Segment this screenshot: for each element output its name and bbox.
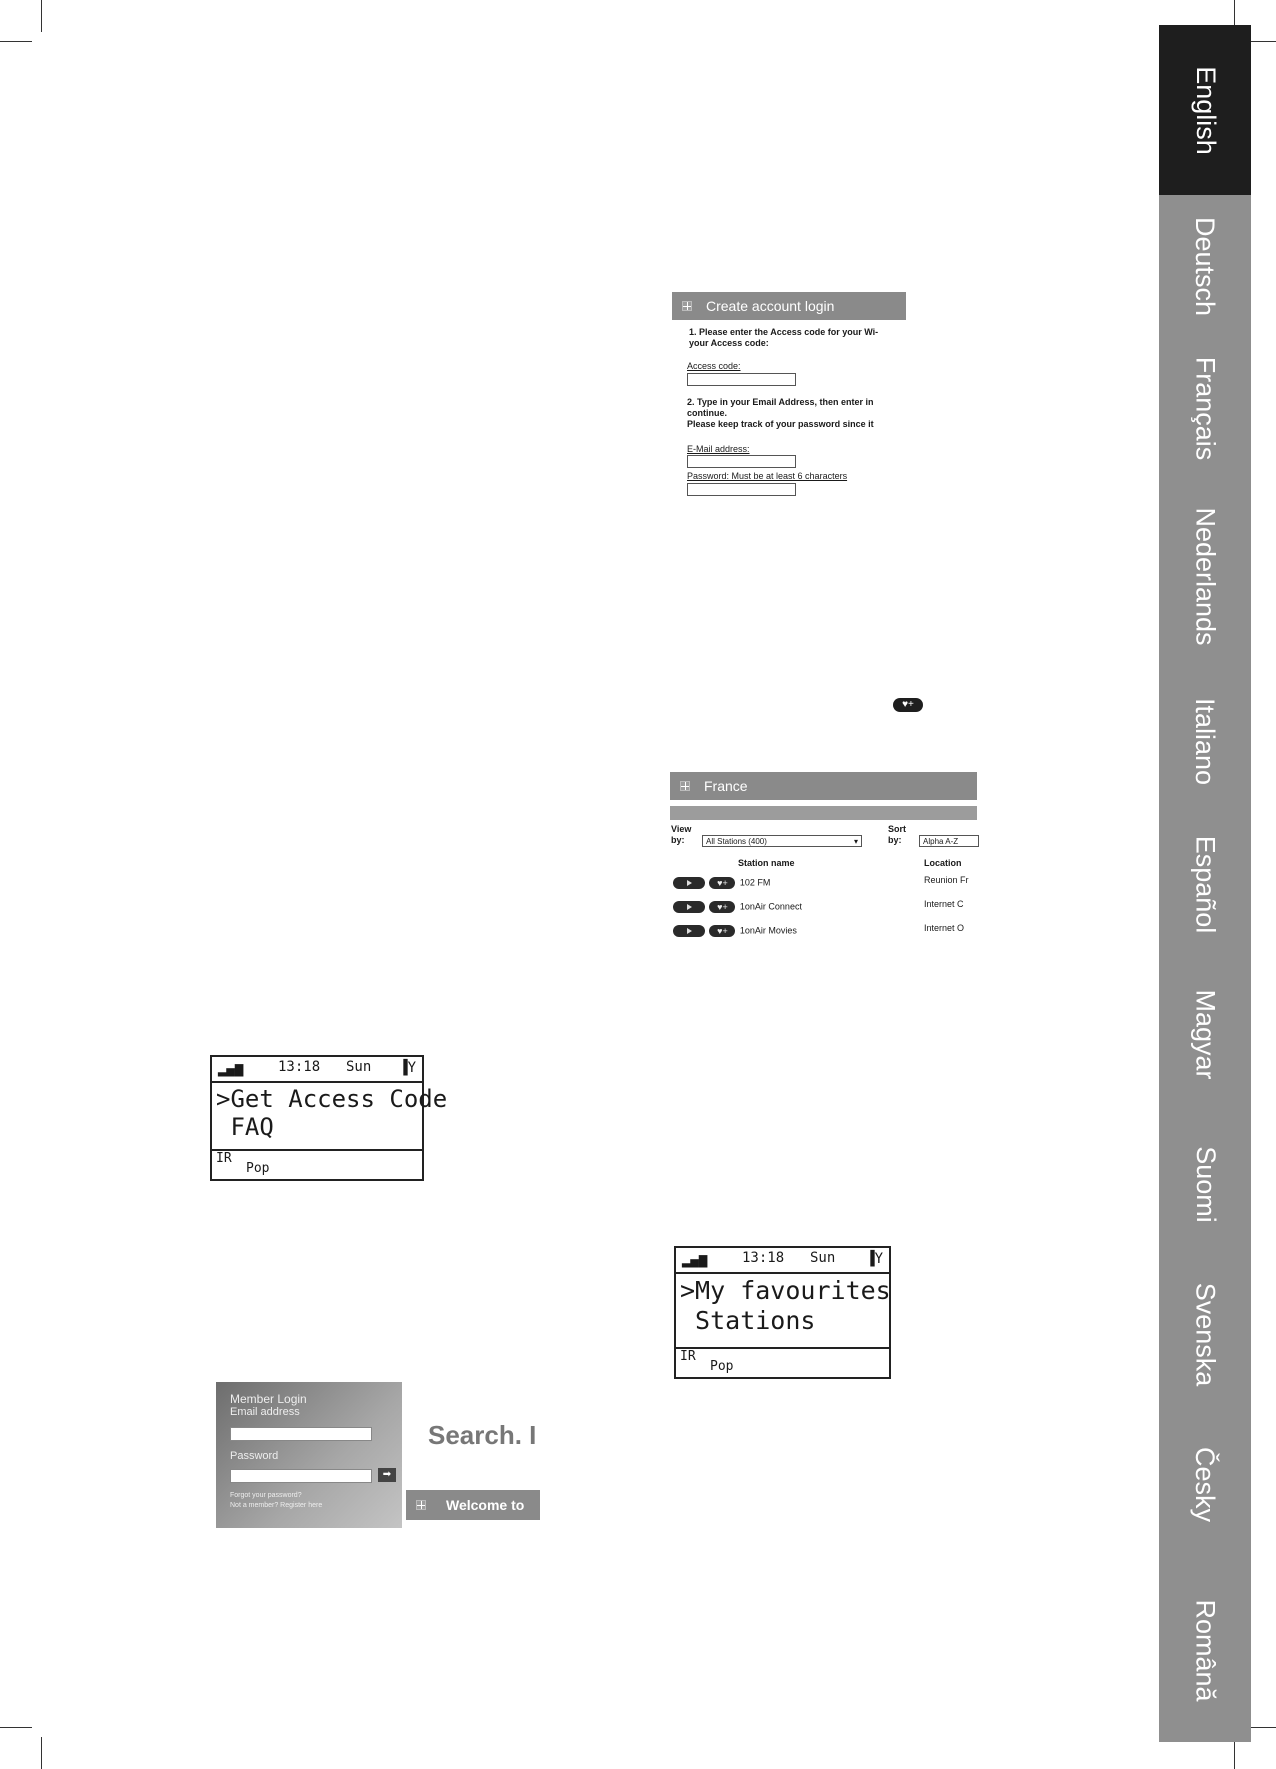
language-tab-cesky[interactable]: Česky (1159, 1409, 1251, 1559)
station-name[interactable]: 102 FM (739, 877, 771, 888)
display-mode: IR (680, 1349, 696, 1364)
display-footer (212, 1149, 422, 1179)
menu-item-my-favourites[interactable]: >My favourites (680, 1276, 891, 1305)
add-favourite-button[interactable]: ♥+ (709, 925, 735, 937)
language-tab-nederlands[interactable]: Nederlands (1159, 479, 1251, 674)
view-by-value: All Stations (400) (706, 837, 767, 846)
crop-mark (0, 1727, 32, 1728)
france-title: France (704, 778, 748, 794)
station-name[interactable]: 1onAir Connect (739, 901, 802, 912)
create-account-header (672, 292, 906, 320)
station-row (673, 874, 977, 888)
password-label: Password: Must be at least 6 characters (687, 471, 848, 481)
access-code-field[interactable] (687, 373, 796, 386)
display-day: Sun (810, 1250, 836, 1266)
language-tab-espanol[interactable]: Español (1159, 809, 1251, 959)
register-link[interactable]: Not a member? Register here (230, 1502, 323, 1509)
view-by-label: View by: (671, 824, 692, 845)
language-tab-english[interactable]: English (1159, 25, 1251, 195)
antenna-icon: ▐Y (399, 1060, 416, 1076)
chevron-down-icon: ▾ (853, 837, 858, 846)
station-row (673, 898, 977, 912)
location-header: Location (924, 858, 962, 868)
station-location: Reunion Fr (924, 875, 969, 885)
member-login-title: Member Login (230, 1392, 307, 1406)
member-login-panel (216, 1382, 402, 1528)
password-field[interactable] (687, 483, 796, 496)
sort-by-select[interactable] (919, 835, 979, 847)
add-favourite-button[interactable]: ♥+ (709, 901, 735, 913)
login-submit-button[interactable]: ➡ (378, 1468, 396, 1482)
view-by-select[interactable] (702, 835, 862, 847)
play-button[interactable] (673, 925, 705, 937)
email-field[interactable] (687, 455, 796, 468)
language-tab-suomi[interactable]: Suomi (1159, 1109, 1251, 1259)
language-tab-deutsch[interactable]: Deutsch (1159, 195, 1251, 337)
menu-item-stations[interactable]: Stations (680, 1306, 816, 1335)
signal-icon: ▂▄▆ (218, 1061, 244, 1077)
step1-text: 1. Please enter the Access code for your Wi- (689, 327, 879, 337)
grid-icon (680, 781, 690, 791)
radio-display-favourites (674, 1246, 891, 1379)
display-genre: Pop (246, 1161, 270, 1176)
crop-mark (0, 41, 32, 42)
france-stations-screenshot (670, 772, 977, 948)
signal-icon: ▂▄▆ (682, 1252, 708, 1268)
grid-icon (416, 1500, 426, 1510)
language-tab-francais[interactable]: Français (1159, 337, 1251, 479)
access-code-label: Access code: (687, 361, 741, 371)
language-tab-italiano[interactable]: Italiano (1159, 674, 1251, 809)
display-menu (216, 1085, 448, 1141)
step2-text: 2. Type in your Email Address, then enter in (687, 397, 874, 407)
step2c-text: Please keep track of your password since it (687, 419, 874, 429)
member-email-input[interactable] (230, 1427, 372, 1441)
member-password-label: Password (230, 1450, 279, 1462)
display-day: Sun (346, 1059, 372, 1075)
play-button[interactable] (673, 901, 705, 913)
display-genre: Pop (710, 1359, 734, 1374)
display-status-bar (676, 1248, 889, 1274)
language-tab-magyar[interactable]: Magyar (1159, 959, 1251, 1109)
welcome-text: Welcome to (446, 1497, 525, 1513)
station-name[interactable]: 1onAir Movies (739, 925, 797, 936)
france-subbar (670, 806, 977, 820)
crop-mark (41, 1737, 42, 1769)
create-account-title: Create account login (706, 298, 835, 314)
step1b-text: your Access code: (689, 338, 769, 348)
language-tab-romana[interactable]: Română (1159, 1559, 1251, 1742)
display-mode: IR (216, 1151, 232, 1166)
display-footer (676, 1347, 889, 1377)
display-time: 13:18 (742, 1250, 785, 1266)
menu-item-get-access-code[interactable]: >Get Access Code (216, 1085, 448, 1113)
france-header (670, 772, 977, 800)
station-name-header: Station name (738, 858, 795, 868)
menu-item-faq[interactable]: FAQ (216, 1113, 274, 1141)
crop-mark (41, 0, 42, 32)
forgot-password-link[interactable]: Forgot your password? (230, 1492, 302, 1499)
display-menu (680, 1276, 889, 1336)
station-location: Internet C (924, 899, 964, 909)
display-time: 13:18 (278, 1059, 321, 1075)
favourite-add-icon: ♥+ (893, 698, 923, 712)
display-status-bar (212, 1057, 422, 1083)
create-account-screenshot (672, 292, 906, 488)
member-email-label: Email address (230, 1406, 300, 1418)
station-row (673, 922, 977, 936)
step2b-text: continue. (687, 408, 727, 418)
welcome-bar (406, 1490, 540, 1520)
play-button[interactable] (673, 877, 705, 889)
add-favourite-button[interactable]: ♥+ (709, 877, 735, 889)
language-tab-svenska[interactable]: Svenska (1159, 1259, 1251, 1409)
email-label: E-Mail address: (687, 444, 750, 454)
member-password-input[interactable] (230, 1469, 372, 1483)
radio-display-access-code (210, 1055, 448, 1181)
station-location: Internet O (924, 923, 965, 933)
search-heading: Search. I (428, 1420, 537, 1450)
sort-by-label: Sort by: (888, 824, 906, 845)
sort-by-value: Alpha A-Z (923, 837, 959, 846)
antenna-icon: ▐Y (866, 1251, 883, 1267)
grid-icon (682, 301, 692, 311)
language-tabs (1159, 25, 1251, 1742)
